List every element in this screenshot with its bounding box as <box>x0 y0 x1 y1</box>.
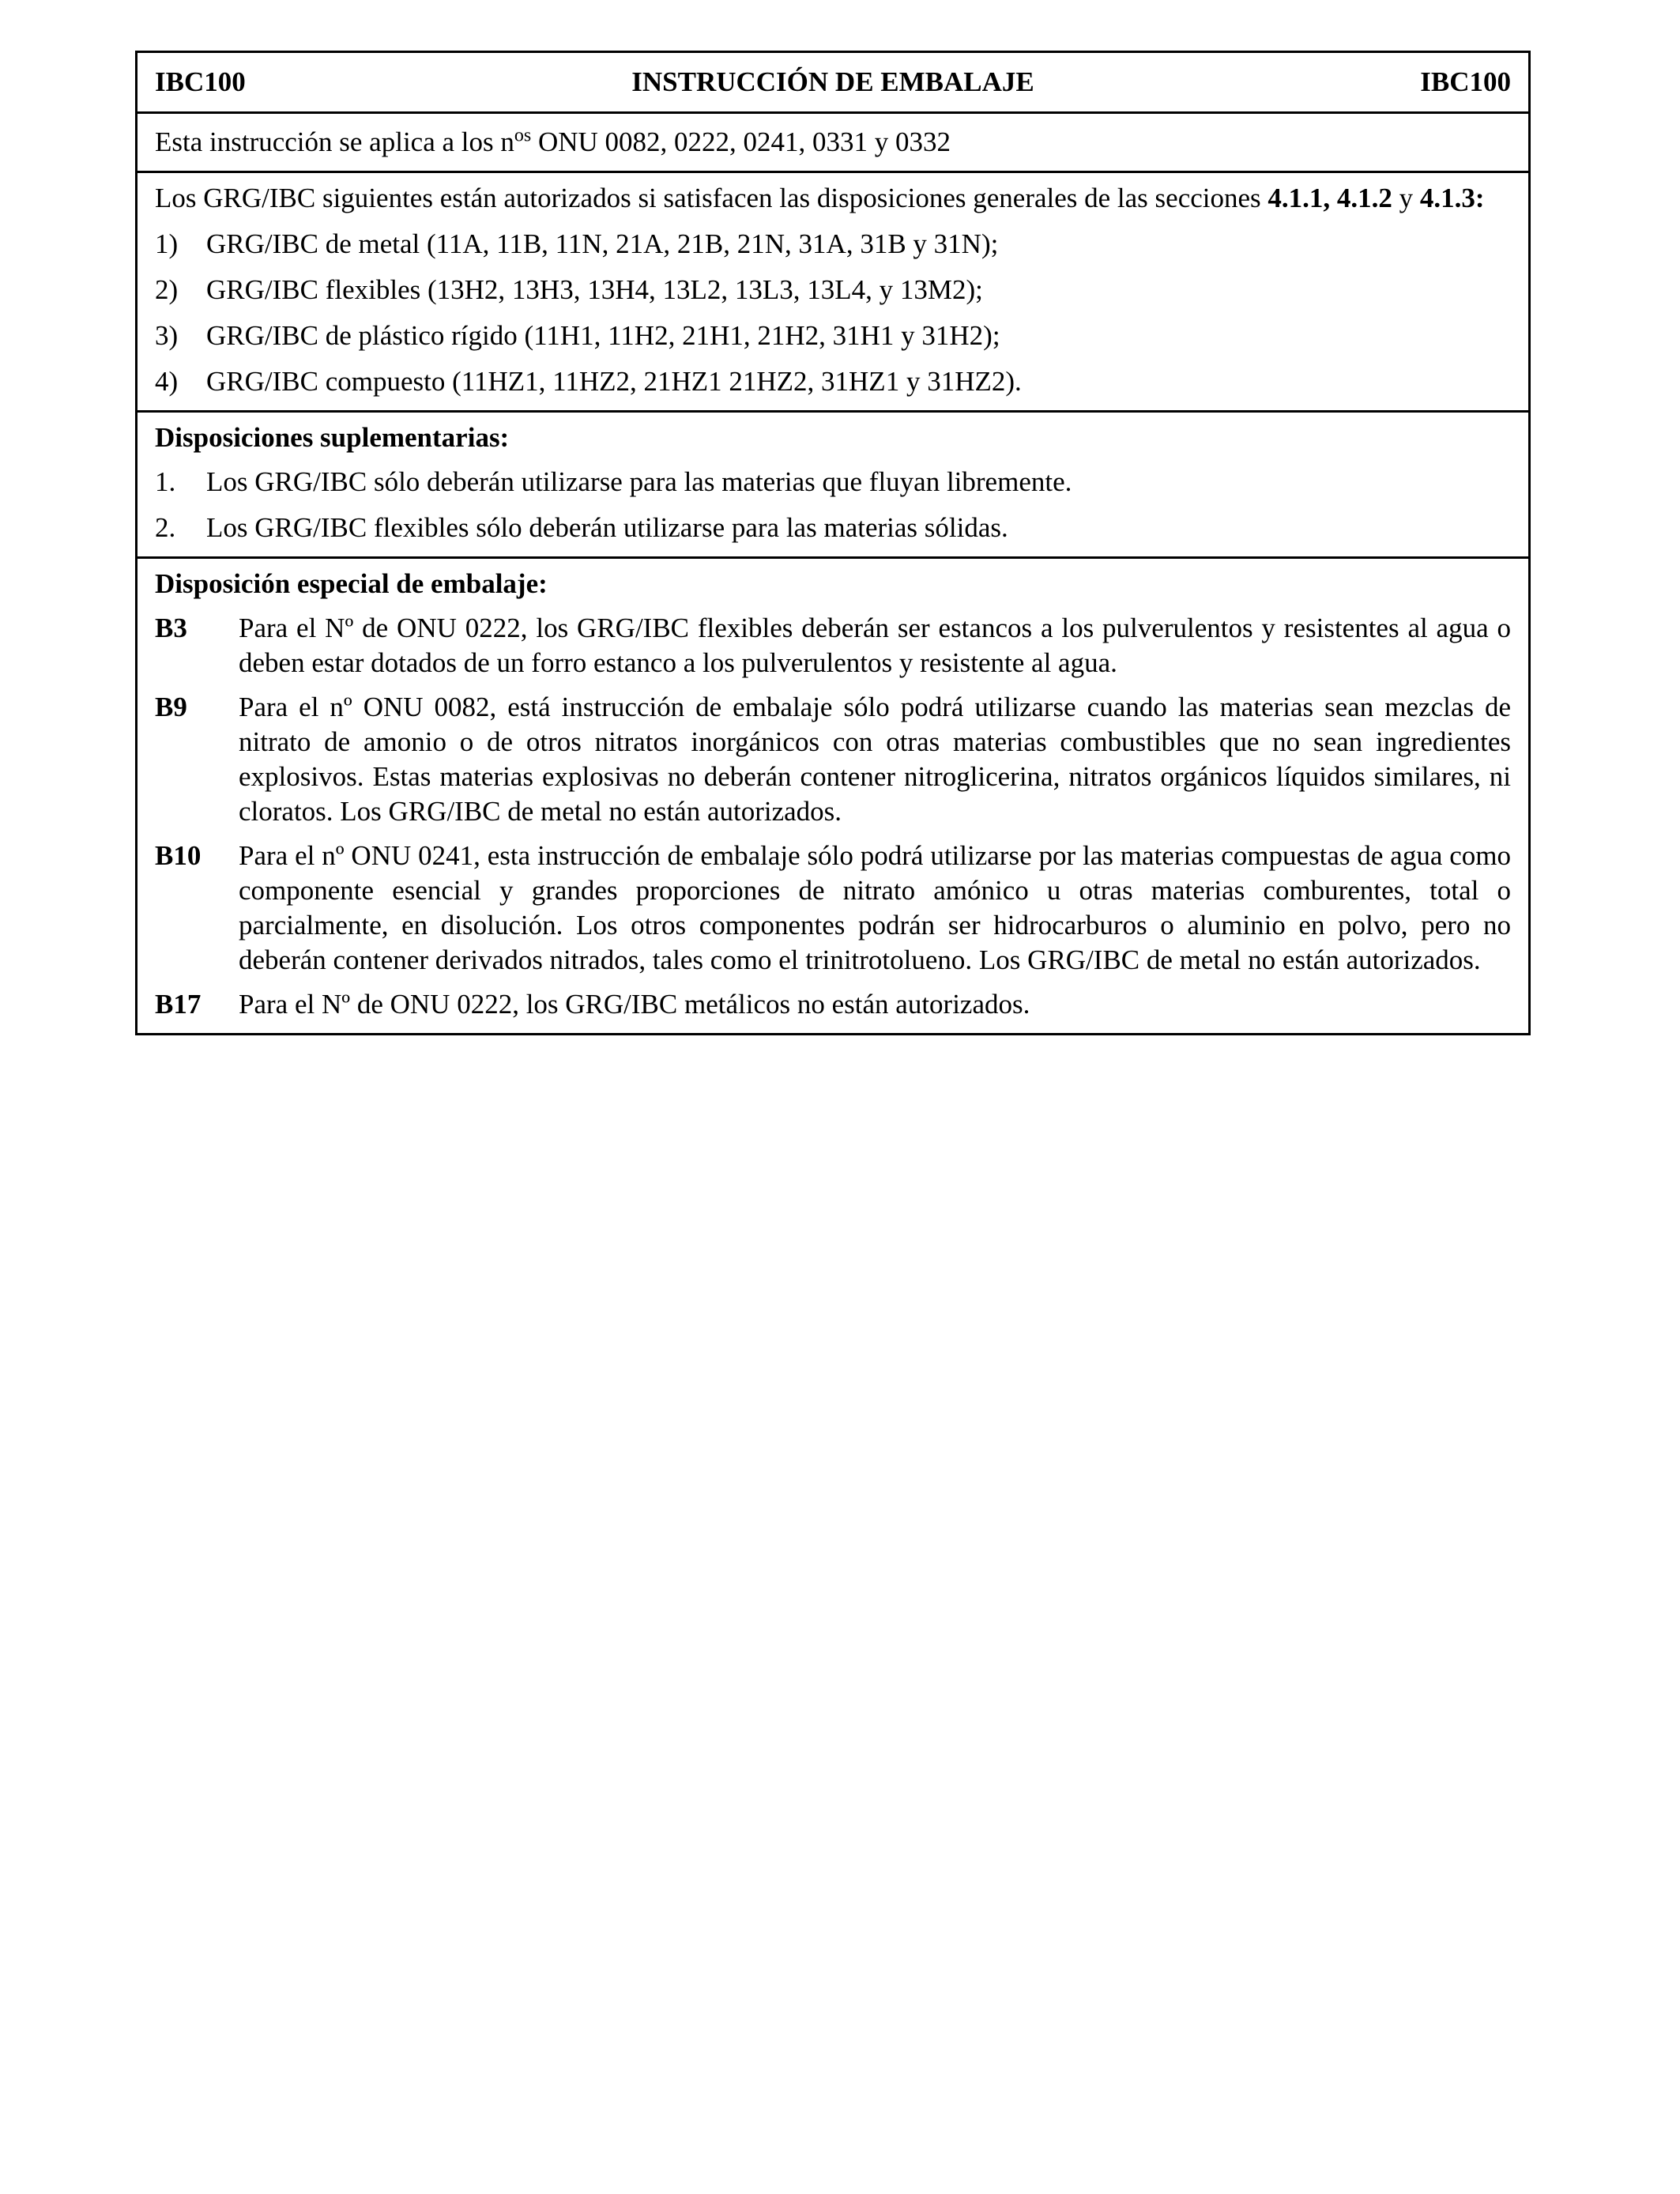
applies-text: Esta instrucción se aplica a los $n^{os}$ ONU 0082, 0222, 0241, 0331 y 0332 <box>155 125 951 157</box>
list-item: 1. Los GRG/IBC sólo deberán utilizarse para las materias que fluyan libremente. <box>155 466 1072 497</box>
list-item: 3) GRG/IBC de plástico rígido (11H1, 11H2, 21H1, 21H2, 31H1 y 31H2); <box>155 320 1000 351</box>
special-provision-b3: B3 Para el Nº de ONU 0222, los GRG/IBC flexibles deberán ser estancos a los pulverulentos y resistentes al agua o deben estar dotados de un forro estanco a los pulverulentos y resistente al agua. <box>155 613 1511 678</box>
header-title: INSTRUCCIÓN DE EMBALAJE <box>631 66 1034 97</box>
table-header <box>137 53 1528 111</box>
list-item: 2) GRG/IBC flexibles (13H2, 13H3, 13H4, 13L2, 13L3, 13L4, y 13M2); <box>155 274 983 305</box>
header-code-right: IBC100 <box>1420 66 1511 97</box>
header-code-left: IBC100 <box>155 66 246 97</box>
special-provision-b9: B9 Para el nº ONU 0082, está instrucción de embalaje sólo podrá utilizarse cuando las materias sean mezclas de nitrato de amonio o de otros nitratos inorgánicos con otras materias combustibles que no sean ingredientes explosivos. Estas materias explosivas no deberán contener nitroglicerina, nitratos orgánicos líquidos similares, ni cloratos. Los GRG/IBC de metal no están autorizados. <box>155 692 1511 827</box>
supplementary-heading: Disposiciones suplementarias: <box>155 422 510 453</box>
authorized-section <box>137 171 1528 410</box>
list-item: 4) GRG/IBC compuesto (11HZ1, 11HZ2, 21HZ1 21HZ2, 31HZ1 y 31HZ2). <box>155 366 1022 397</box>
list-item: 1) GRG/IBC de metal (11A, 11B, 11N, 21A, 21B, 21N, 31A, 31B y 31N); <box>155 228 999 259</box>
applies-section <box>137 111 1528 171</box>
special-provision-b10: B10 Para el nº ONU 0241, esta instrucción de embalaje sólo podrá utilizarse por las materias compuestas de agua como componente esencial y grandes proporciones de nitrato amónico u otras materias comburentes, total o parcialmente, en disolución. Los otros componentes podrán ser hidrocarburos o aluminio en polvo, pero no deberán contener derivados nitrados, tales como el trinitrotolueno. Los GRG/IBC de metal no están autorizados. <box>155 840 1511 975</box>
special-provision-b17: B17 Para el Nº de ONU 0222, los GRG/IBC metálicos no están autorizados. <box>155 989 1030 1020</box>
packing-instruction-table <box>135 51 1531 1035</box>
special-heading: Disposición especial de embalaje: <box>155 568 548 599</box>
authorized-intro: Los GRG/IBC siguientes están autorizados si satisfacen las disposiciones generales de las secciones 4.1.1, 4.1.2 y 4.1.3: <box>155 183 1485 213</box>
special-provisions-section <box>137 556 1528 1033</box>
list-item: 2. Los GRG/IBC flexibles sólo deberán utilizarse para las materias sólidas. <box>155 512 1008 543</box>
supplementary-section <box>137 410 1528 556</box>
